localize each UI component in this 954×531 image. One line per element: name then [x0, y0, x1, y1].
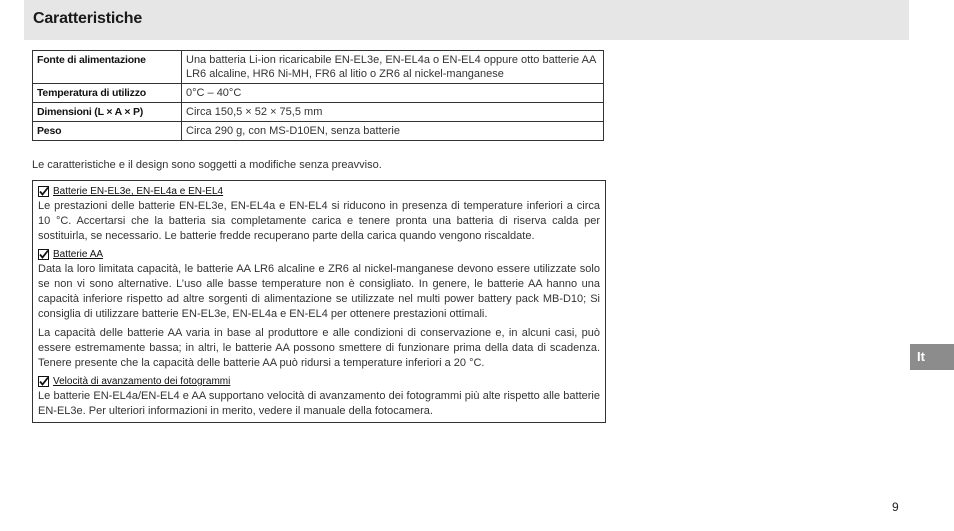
header-band — [24, 0, 909, 40]
note-paragraph: La capacità delle batterie AA varia in base al produttore e alle condizioni di conservazione e, in alcuni casi, può essere estremamente bassa; in altri, le batterie AA possono smettere di funzionare prima della data di scadenza. Tenere presente che la capacità delle batterie AA può ridursi a temperature inferiori a 20 °C. — [38, 327, 600, 369]
page-title: Caratteristiche — [33, 10, 143, 27]
note-paragraph: Le batterie EN-EL4a/EN-EL4 e AA supportano velocità di avanzamento dei fotogrammi più alte rispetto alle batterie EN-EL3e. Per ulteriori informazioni in merito, vedere il manuale della fotocamera. — [38, 390, 600, 417]
note-title-text: Velocità di avanzamento dei fotogrammi — [53, 376, 231, 387]
check-icon — [38, 186, 49, 197]
spec-label: Dimensioni (L × A × P) — [33, 103, 182, 122]
note-title — [38, 248, 600, 261]
note-paragraph: Data la loro limitata capacità, le batterie AA LR6 alcaline e ZR6 al nickel-manganese devono essere utilizzate solo se non vi sono alternative. L’uso alle basse temperature non è consigliato. In genere, le batterie AA hanno una capacità inferiore rispetto ad altre sorgenti di alimentazione se utilizzate nel multi power battery pack MB-D10; Si consiglia di utilizzare batterie EN-EL3e, EN-EL4a e EN-EL4 per ottenere prestazioni ottimali. — [38, 263, 600, 320]
note-section — [38, 185, 600, 244]
note-title — [38, 375, 600, 388]
page-number: 9 — [892, 500, 899, 514]
spec-label: Peso — [33, 122, 182, 141]
spec-value: 0°C – 40°C — [182, 84, 604, 103]
spec-label: Fonte di alimentazione — [33, 51, 182, 84]
note-title-text: Batterie AA — [53, 249, 104, 260]
note-title-text: Batterie EN-EL3e, EN-EL4a e EN-EL4 — [53, 186, 224, 197]
table-row — [33, 84, 604, 103]
spec-label: Temperatura di utilizzo — [33, 84, 182, 103]
table-row — [33, 103, 604, 122]
check-icon — [38, 249, 49, 260]
note-section — [38, 248, 600, 371]
specs-table — [32, 50, 604, 141]
table-row — [33, 122, 604, 141]
language-tab: It — [910, 344, 954, 370]
note-section — [38, 375, 600, 419]
table-row — [33, 51, 604, 84]
spec-value: Una batteria Li-ion ricaricabile EN-EL3e, EN-EL4a o EN-EL4 oppure otto batterie AA LR6 alcaline, HR6 Ni-MH, FR6 al litio o ZR6 al nickel-manganese — [182, 51, 604, 84]
notes-box — [32, 180, 606, 423]
note-title — [38, 185, 600, 198]
spec-value: Circa 150,5 × 52 × 75,5 mm — [182, 103, 604, 122]
footnote: Le caratteristiche e il design sono soggetti a modifiche senza preavviso. — [32, 159, 382, 171]
note-paragraph: Le prestazioni delle batterie EN-EL3e, EN-EL4a e EN-EL4 si riducono in presenza di temperature inferiori a circa 10 °C. Accertarsi che la batteria sia completamente carica e tenere pronta una batteria di riserva calda per sostituirla, se necessario. Le batterie fredde recuperano parte della carica quando vengono riscaldate. — [38, 200, 600, 242]
check-icon — [38, 376, 49, 387]
spec-value: Circa 290 g, con MS-D10EN, senza batterie — [182, 122, 604, 141]
